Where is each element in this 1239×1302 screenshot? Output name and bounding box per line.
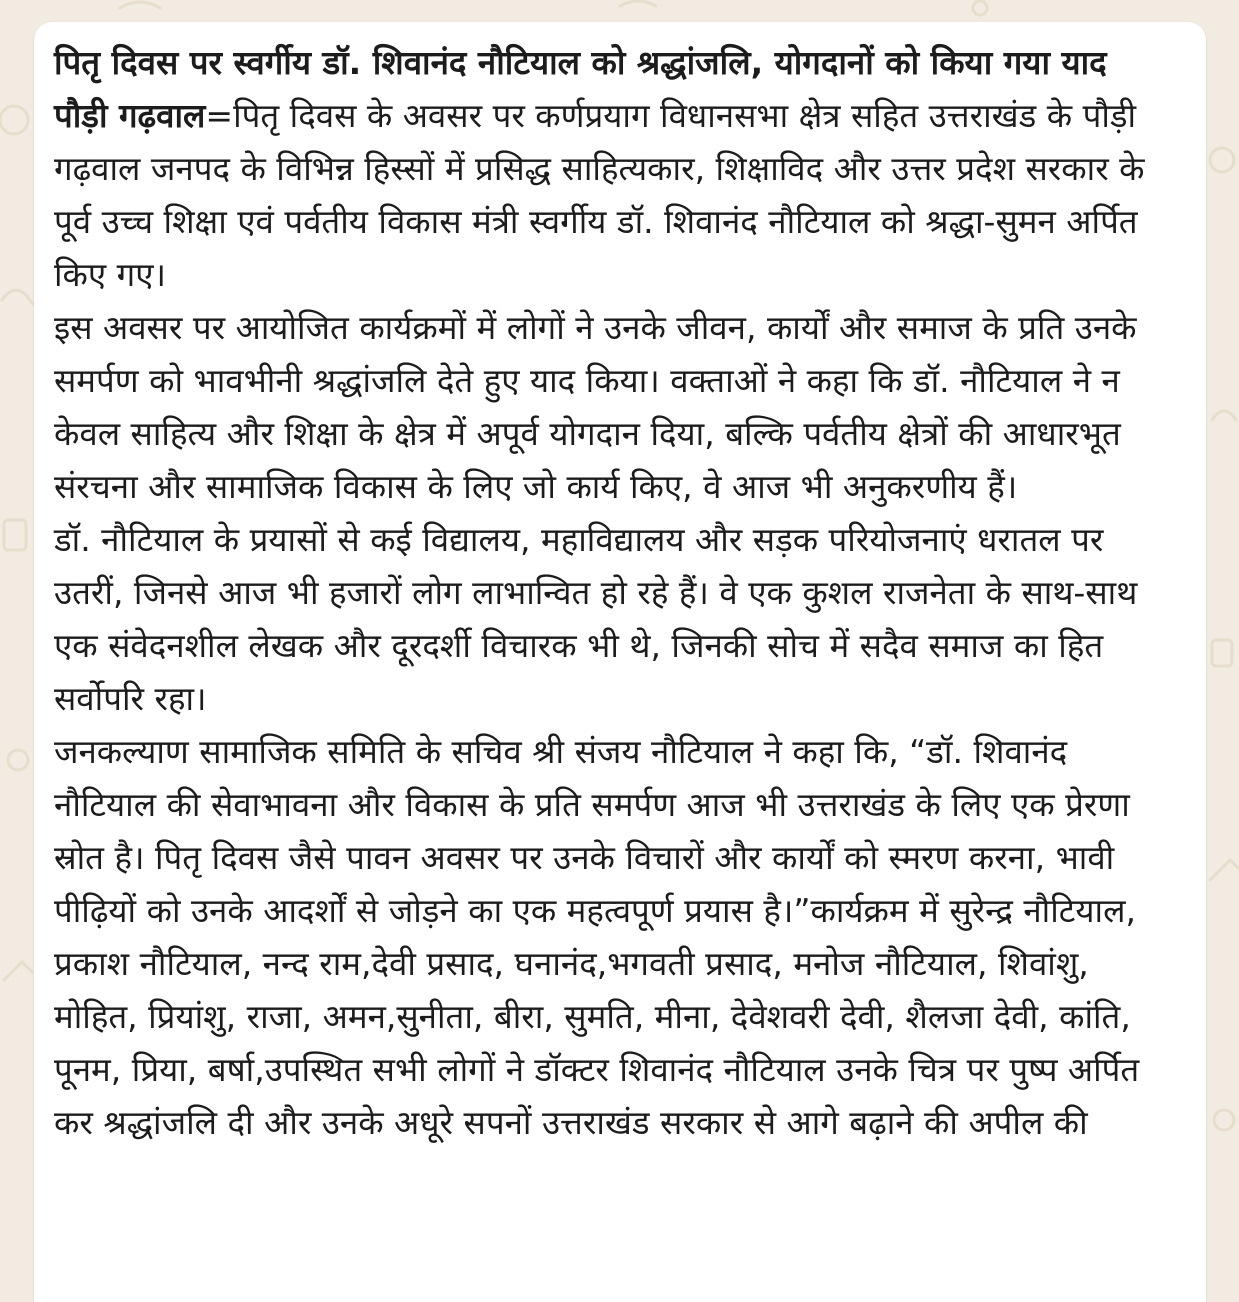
message-place: पौड़ी गढ़वाल (54, 96, 206, 135)
message-paragraph: डॉ. नौटियाल के प्रयासों से कई विद्यालय, महाविद्यालय और सड़क परियोजनाएं धरातल पर उतरीं, जिनसे आज भी हजारों लोग लाभान्वित हो रहे हैं। वे एक कुशल राजनेता के साथ-साथ एक संवेदनशील लेखक और दूरदर्शी विचारक भी थे, जिनकी सोच में सदैव समाज का हित सर्वोपरि रहा। (54, 520, 1138, 718)
message-bubble[interactable] (34, 22, 1206, 1302)
message-paragraph: इस अवसर पर आयोजित कार्यक्रमों में लोगों ने उनके जीवन, कार्यों और समाज के प्रति उनके समर्पण को भावभीनी श्रद्धांजलि देते हुए याद किया। वक्ताओं ने कहा कि डॉ. नौटियाल ने न केवल साहित्य और शिक्षा के क्षेत्र में अपूर्व योगदान दिया, बल्कि पर्वतीय क्षेत्रों की आधारभूत संरचना और सामाजिक विकास के लिए जो कार्य किए, वे आज भी अनुकरणीय हैं। (54, 308, 1137, 506)
message-headline: पितृ दिवस पर स्वर्गीय डॉ. शिवानंद नौटियाल को श्रद्धांजलि, योगदानों को किया गया याद (54, 43, 1107, 82)
message-paragraph: जनकल्याण सामाजिक समिति के सचिव श्री संजय नौटियाल ने कहा कि, “डॉ. शिवानंद नौटियाल की सेवाभावना और विकास के प्रति समर्पण आज भी उत्तराखंड के लिए एक प्रेरणा स्रोत है। पितृ दिवस जैसे पावन अवसर पर उनके विचारों और कार्यों को स्मरण करना, भावी पीढ़ियों को उनके आदर्शों से जोड़ने का एक महत्वपूर्ण प्रयास है।”कार्यक्रम में सुरेन्द्र नौटियाल, प्रकाश नौटियाल, नन्द राम,देवी प्रसाद, घनानंद,भगवती प्रसाद, मनोज नौटियाल, शिवांशु, मोहित, प्रियांशु, राजा, अमन,सुनीता, बीरा, सुमति, मीना, देवेशवरी देवी, शैलजा देवी, कांति, पूनम, प्रिया, बर्षा,उपस्थित सभी लोगों ने डॉक्टर शिवानंद नौटियाल उनके चित्र पर पुष्प अर्पित कर श्रद्धांजलि दी और उनके अधूरे सपनों उत्तराखंड सरकार से आगे बढ़ाने की अपील की (54, 732, 1140, 1142)
message-text (54, 36, 1178, 1149)
lead-separator: = (205, 96, 234, 135)
message-paragraph: पितृ दिवस के अवसर पर कर्णप्रयाग विधानसभा क्षेत्र सहित उत्तराखंड के पौड़ी गढ़वाल जनपद के विभिन्न हिस्सों में प्रसिद्ध साहित्यकार, शिक्षाविद और उत्तर प्रदेश सरकार के पूर्व उच्च शिक्षा एवं पर्वतीय विकास मंत्री स्वर्गीय डॉ. शिवानंद नौटियाल को श्रद्धा-सुमन अर्पित किए गए। (54, 96, 1145, 294)
